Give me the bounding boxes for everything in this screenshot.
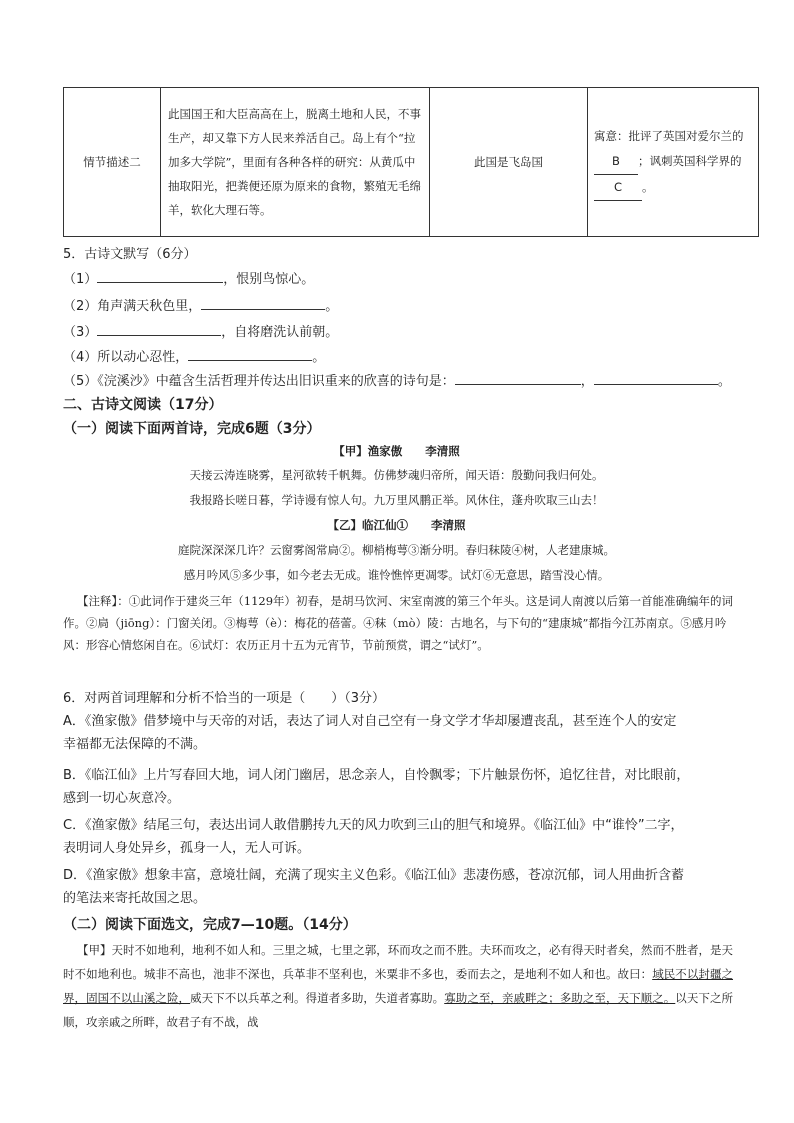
answer-blank[interactable]	[594, 371, 718, 385]
table-description: 此国国王和大臣高高在上，脱离土地和人民，不事生产，却又靠下方人民来养活自己。岛上有个“拉加多大学院”，里面有各种各样的研究：从黄瓜中抽取阳光，把粪便还原为原来的食物，繁殖无毛绵羊，软化大理石等。	[161, 88, 430, 237]
answer-blank[interactable]	[201, 296, 325, 310]
answer-blank[interactable]	[188, 347, 312, 361]
q5-title: 5．古诗文默写（6分）	[63, 247, 197, 262]
q5-item-3: （3） ，自将磨洗认前朝。	[63, 321, 338, 340]
poem2-title: 【乙】临江仙① 李清照	[327, 518, 466, 532]
answer-blank[interactable]	[97, 322, 221, 336]
q6-option-a[interactable]: A．《渔家傲》借梦境中与天帝的对话，表达了词人对自己空有一身文学才华却屡遭丧乱，甚至连个人的安定 幸福都无法保障的不满。	[63, 714, 677, 752]
q5-item-2: （2）角声满天秋色里， 。	[63, 295, 338, 314]
q6-stem: 6．对两首词理解和分析不恰当的一项是（ ）（3分）	[63, 691, 386, 706]
table-place: 此国是飞岛国	[430, 88, 588, 237]
underlined-sentence: 寡助之至，亲戚畔之；多助之至，天下顺之。	[444, 991, 676, 1005]
poem2-line: 庭院深深深几许？云窗雾阁常扃②。柳梢梅萼③渐分明。春归秣陵④树，人老建康城。	[178, 543, 615, 557]
plot-table	[63, 87, 759, 237]
poem1-line: 我报路长嗟日暮，学诗谩有惊人句。九万里风鹏正举。风休住，蓬舟吹取三山去！	[189, 493, 604, 507]
poem1-line: 天接云涛连晓雾，星河欲转千帆舞。仿佛梦魂归帝所，闻天语：殷勤问我归何处。	[189, 468, 604, 482]
q5-item-1: （1） ，恨别鸟惊心。	[63, 268, 314, 287]
q5-item-4: （4）所以动心忍性， 。	[63, 346, 325, 365]
q6-option-b[interactable]: B．《临江仙》上片写春回大地，词人闭门幽居，思念亲人，自怜飘零；下片触景伤怀，追忆往昔，对比眼前， 感到一切心灰意冷。	[63, 768, 690, 806]
part2-title: （二）阅读下面选文，完成7—10题。（14分）	[63, 917, 357, 933]
q6-option-c[interactable]: C．《渔家傲》结尾三句，表达出词人敢借鹏抟九天的风力吹到三山的胆气和境界。《临江仙》中“谁怜”二字， 表明词人身处异乡，孤身一人，无人可诉。	[63, 818, 684, 856]
part1-title: （一）阅读下面两首诗，完成6题（3分）	[63, 421, 321, 437]
table-meaning: 寓意：批评了英国对爱尔兰的B ；讽刺英国科学界的C 。	[588, 88, 759, 237]
poem2-line: 感月吟风⑤多少事，如今老去无成。谁怜憔悴更凋零。试灯⑥无意思，踏雪没心情。	[183, 568, 610, 582]
table-label: 情节描述二	[64, 88, 161, 237]
underlined-sentence: 域民不以封疆之界，固国不以山溪之险，	[63, 967, 734, 1005]
poem1-title: 【甲】渔家傲 李清照	[333, 444, 460, 458]
q6-option-d[interactable]: D．《渔家傲》想象丰富，意境壮阔，充满了现实主义色彩。《临江仙》悲凄伤感，苍凉沉郁，词人用曲折含蓄 的笔法来寄托故国之思。	[63, 868, 685, 906]
section-title: 二、古诗文阅读（17分）	[63, 397, 223, 413]
classical-text: 【甲】天时不如地利，地利不如人和。三里之城，七里之郭，环而攻之而不胜。夫环而攻之，必有得天时者矣，然而不胜者，是天时不如地利也。城非不高也，池非不深也，兵革非不坚利也，米粟非不多也，委而去之，是地利不如人和也。故曰：域民不以封疆之界，固国不以山溪之险，威天下不以兵革之利。得道者多助，失道者寡助。寡助之至，亲戚畔之；多助之至，天下顺之。以天下之所顺，攻亲戚之所畔，故君子有不战，战	[63, 943, 734, 1029]
q5-item-5: （5）《浣溪沙》中蕴含生活哲理并传达出旧识重来的欣喜的诗句是： ， 。	[63, 370, 731, 389]
answer-blank[interactable]	[455, 371, 581, 385]
answer-blank-c[interactable]: C	[594, 175, 642, 201]
answer-blank-b[interactable]: B	[594, 149, 638, 175]
poem-notes: 【注释】：①此词作于建炎三年（1129年）初春，是胡马饮河、宋室南渡的第三个年头。这是词人南渡以后第一首能准确编年的词作。②扃（jiōng）：门窗关闭。③梅萼（è）：梅花的蓓蕾。④秣（mò）陵：古地名，与下句的“建康城”都指今江苏南京。⑤感月吟风：形容心情悠闲自在。⑥试灯：农历正月十五为元宵节，节前预赏，谓之“试灯”。	[63, 594, 734, 652]
answer-blank[interactable]	[97, 269, 223, 283]
